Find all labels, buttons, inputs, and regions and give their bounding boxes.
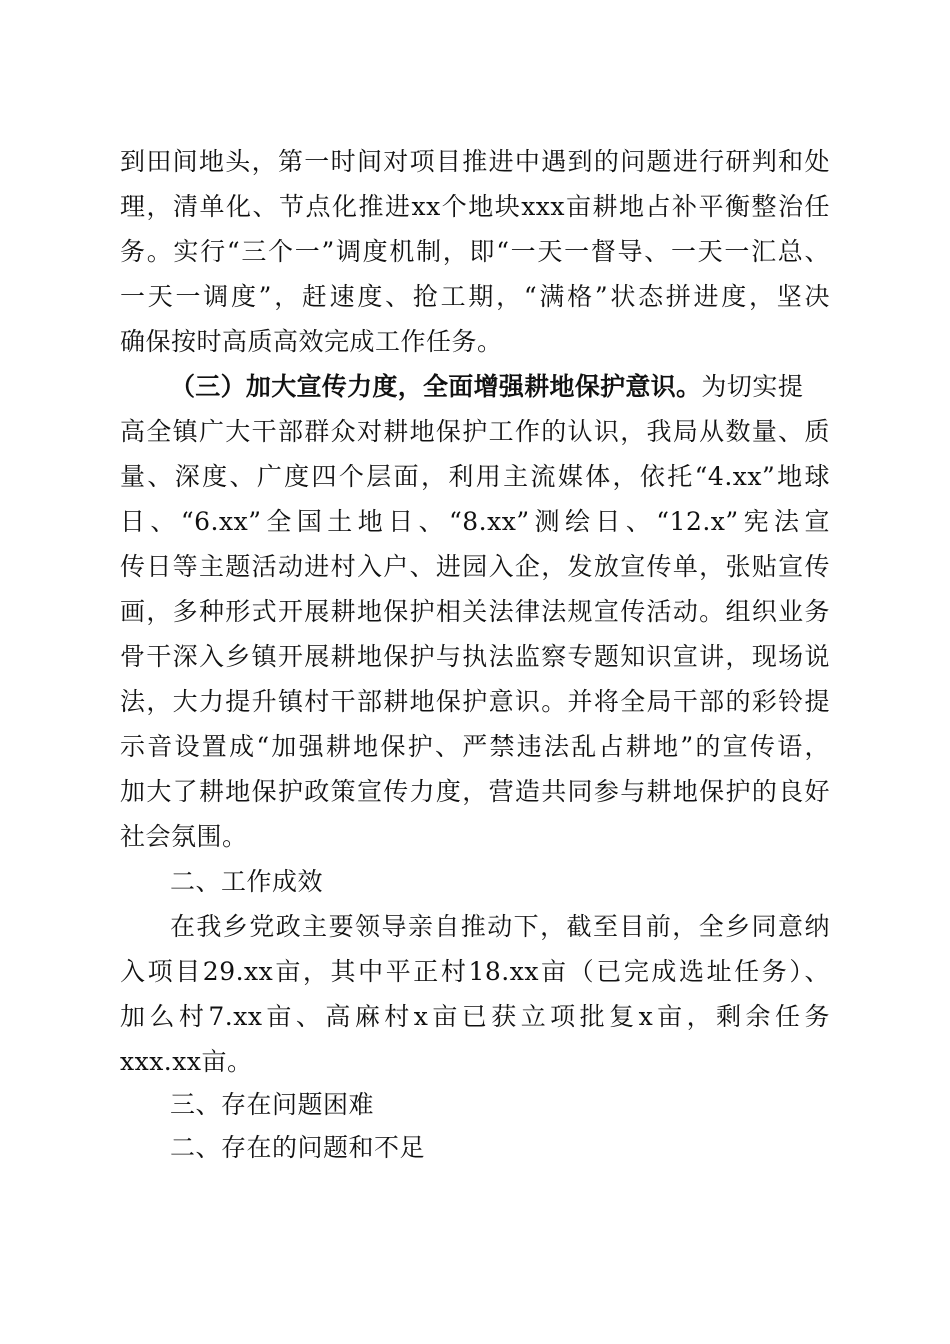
paragraph-line: 传日等主题活动进村入户、进园入企，发放宣传单，张贴宣传: [120, 552, 830, 581]
paragraph-line: 确保按时高质高效完成工作任务。: [120, 327, 503, 356]
paragraph-line: 入项目29.xx亩，其中平正村18.xx亩（已完成选址任务）、: [120, 957, 830, 986]
paragraph-line: xxx.xx亩。: [120, 1047, 253, 1076]
paragraph-line: 加么村7.xx亩、高麻村x亩已获立项批复x亩，剩余任务: [120, 1002, 830, 1031]
paragraph-line: 量、深度、广度四个层面，利用主流媒体，依托“4.xx”地球: [120, 462, 830, 491]
section-three-title: （三）加大宣传力度，全面增强耕地保护意识。: [170, 372, 702, 401]
paragraph-line: 社会氛围。: [120, 822, 248, 851]
paragraph-line: 画，多种形式开展耕地保护相关法律法规宣传活动。组织业务: [120, 597, 830, 626]
paragraph-line: 到田间地头，第一时间对项目推进中遇到的问题进行研判和处: [120, 147, 830, 176]
paragraph-line: 务。实行“三个一”调度机制，即“一天一督导、一天一汇总、: [120, 237, 830, 266]
paragraph-line: 法，大力提升镇村干部耕地保护意识。并将全局干部的彩铃提: [120, 687, 830, 716]
paragraph-line: 日、“6.xx”全国土地日、“8.xx”测绘日、“12.x”宪法宣: [120, 507, 830, 536]
paragraph-line: 一天一调度”，赶速度、抢工期，“满格”状态拼进度，坚决: [120, 282, 830, 311]
heading-problems: 三、存在问题困难: [170, 1090, 375, 1119]
paragraph-line: 理，清单化、节点化推进xx个地块xxx亩耕地占补平衡整治任: [120, 192, 830, 221]
paragraph-line: 骨干深入乡镇开展耕地保护与执法监察专题知识宣讲，现场说: [120, 642, 830, 671]
heading-work-results: 二、工作成效: [170, 867, 324, 896]
section-three-first-tail: 为切实提: [701, 372, 804, 401]
heading-problems-shortcomings: 二、存在的问题和不足: [170, 1133, 426, 1162]
section-three-first-line: [170, 372, 830, 402]
paragraph-line: 加大了耕地保护政策宣传力度，营造共同参与耕地保护的良好: [120, 777, 830, 806]
paragraph-line: 高全镇广大干部群众对耕地保护工作的认识，我局从数量、质: [120, 417, 830, 446]
results-first-line: 在我乡党政主要领导亲自推动下，截至目前，全乡同意纳: [170, 912, 830, 941]
paragraph-line: 示音设置成“加强耕地保护、严禁违法乱占耕地”的宣传语，: [120, 732, 830, 761]
